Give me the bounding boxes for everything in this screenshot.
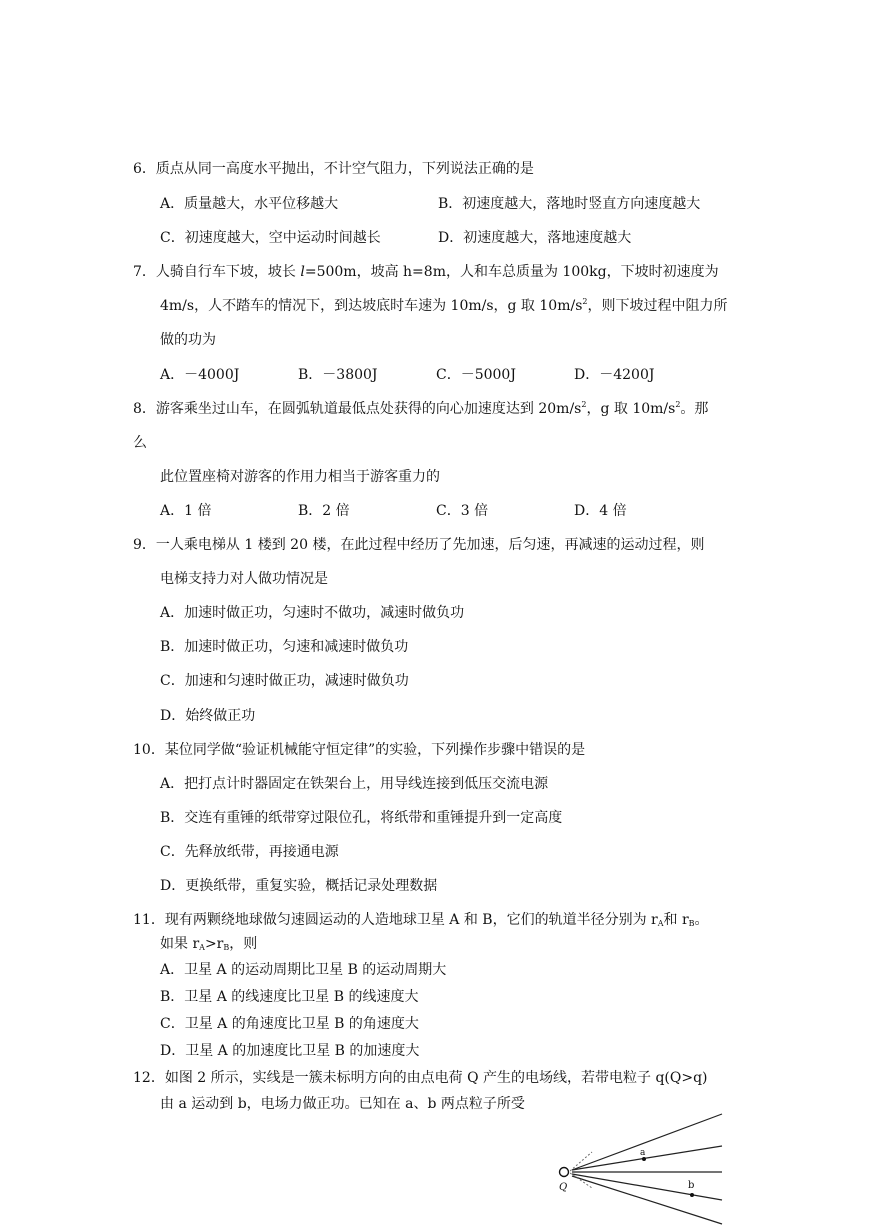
point-a-label: a — [640, 1148, 646, 1158]
question-6-stem: 6．质点从同一高度水平抛出，不计空气阻力，下列说法正确的是 — [133, 161, 534, 177]
q11-option-a: A．卫星 A 的运动周期比卫星 B 的运动周期大 — [160, 962, 447, 978]
question-12-stem-line-2: 由 a 运动到 b，电场力做正功。已知在 a、b 两点粒子所受 — [160, 1096, 525, 1112]
q8-option-d: D．4 倍 — [574, 503, 627, 519]
q11-option-b: B．卫星 A 的线速度比卫星 B 的线速度大 — [160, 989, 419, 1005]
question-11-stem-line-1: 11．现有两颗绕地球做匀速圆运动的人造地球卫星 A 和 B，它们的轨道半径分别为 $r_A$和 $r_B$。 — [133, 912, 709, 928]
q9-option-c: C．加速和匀速时做正功，减速时做负功 — [160, 673, 409, 689]
q7-option-b: B．－3800J — [298, 367, 378, 383]
question-7-stem-line-1: 7．人骑自行车下坡，坡长 l=500m，坡高 h=8m，人和车总质量为 100kg，下坡时初速度为 — [133, 264, 719, 280]
q10-option-a: A．把打点计时器固定在铁架台上，用导线连接到低压交流电源 — [160, 776, 549, 792]
q9-option-a: A．加速时做正功，匀速时不做功，减速时做负功 — [160, 605, 465, 621]
charge-q-marker — [560, 1168, 569, 1177]
q8-option-a: A．1 倍 — [160, 503, 212, 519]
q7-option-d: D．－4200J — [574, 367, 655, 383]
question-7-stem-line-2: 4m/s，人不踏车的情况下，到达坡底时车速为 10m/s，g 取 $10m/s^2$，则下坡过程中阻力所 — [160, 297, 728, 314]
field-line-2 — [572, 1146, 722, 1170]
field-line-4 — [572, 1174, 722, 1200]
question-10-stem: 10．某位同学做“验证机械能守恒定律”的实验，下列操作步骤中错误的是 — [133, 742, 586, 758]
q7-option-a: A．－4000J — [160, 367, 240, 383]
question-8-stem-line-2: 么 — [133, 435, 147, 451]
q7-option-c: C．－5000J — [436, 367, 516, 383]
q9-option-d: D．始终做正功 — [160, 708, 256, 724]
q10-option-d: D．更换纸带，重复实验，概括记录处理数据 — [160, 878, 438, 894]
question-7-stem-line-3: 做的功为 — [160, 332, 216, 348]
q11-option-d: D．卫星 A 的加速度比卫星 B 的加速度大 — [160, 1043, 420, 1059]
point-b — [690, 1193, 694, 1197]
question-12-stem-line-1: 12．如图 2 所示，实线是一簇未标明方向的由点电荷 Q 产生的电场线，若带电粒子 q(Q>q) — [133, 1070, 708, 1086]
question-8-stem-line-1: 8．游客乘坐过山车，在圆弧轨道最低点处获得的向心加速度达到 $20m/s^2$，g 取 $10m/s^2$。那 — [133, 400, 709, 417]
q8-option-c: C．3 倍 — [436, 503, 489, 519]
question-9-stem-line-2: 电梯支持力对人做功情况是 — [160, 571, 328, 587]
q8-option-b: B．2 倍 — [298, 503, 350, 519]
question-8-stem-line-3: 此位置座椅对游客的作用力相当于游客重力的 — [160, 469, 440, 485]
q11-option-c: C．卫星 A 的角速度比卫星 B 的角速度大 — [160, 1016, 419, 1032]
question-11-stem-line-2: 如果 $r_A>r_B$，则 — [160, 936, 258, 952]
q6-option-b: B．初速度越大，落地时竖直方向速度越大 — [438, 196, 701, 212]
point-b-label: b — [688, 1180, 695, 1191]
q6-option-c: C．初速度越大，空中运动时间越长 — [160, 230, 381, 246]
q6-option-d: D．初速度越大，落地速度越大 — [438, 230, 632, 246]
q10-option-c: C．先释放纸带，再接通电源 — [160, 844, 339, 860]
q9-option-b: B．加速时做正功，匀速和减速时做负功 — [160, 639, 409, 655]
field-line-5 — [572, 1176, 722, 1224]
question-9-stem-line-1: 9．一人乘电梯从 1 楼到 20 楼，在此过程中经历了先加速，后匀速，再减速的运动过程，则 — [133, 537, 705, 553]
field-line-1 — [572, 1114, 722, 1170]
q10-option-b: B．交连有重锤的纸带穿过限位孔，将纸带和重锤提升到一定高度 — [160, 810, 563, 826]
q6-option-a: A．质量越大，水平位移越大 — [160, 196, 339, 212]
field-lines-figure — [552, 1108, 732, 1228]
charge-q-label: Q — [559, 1182, 568, 1193]
